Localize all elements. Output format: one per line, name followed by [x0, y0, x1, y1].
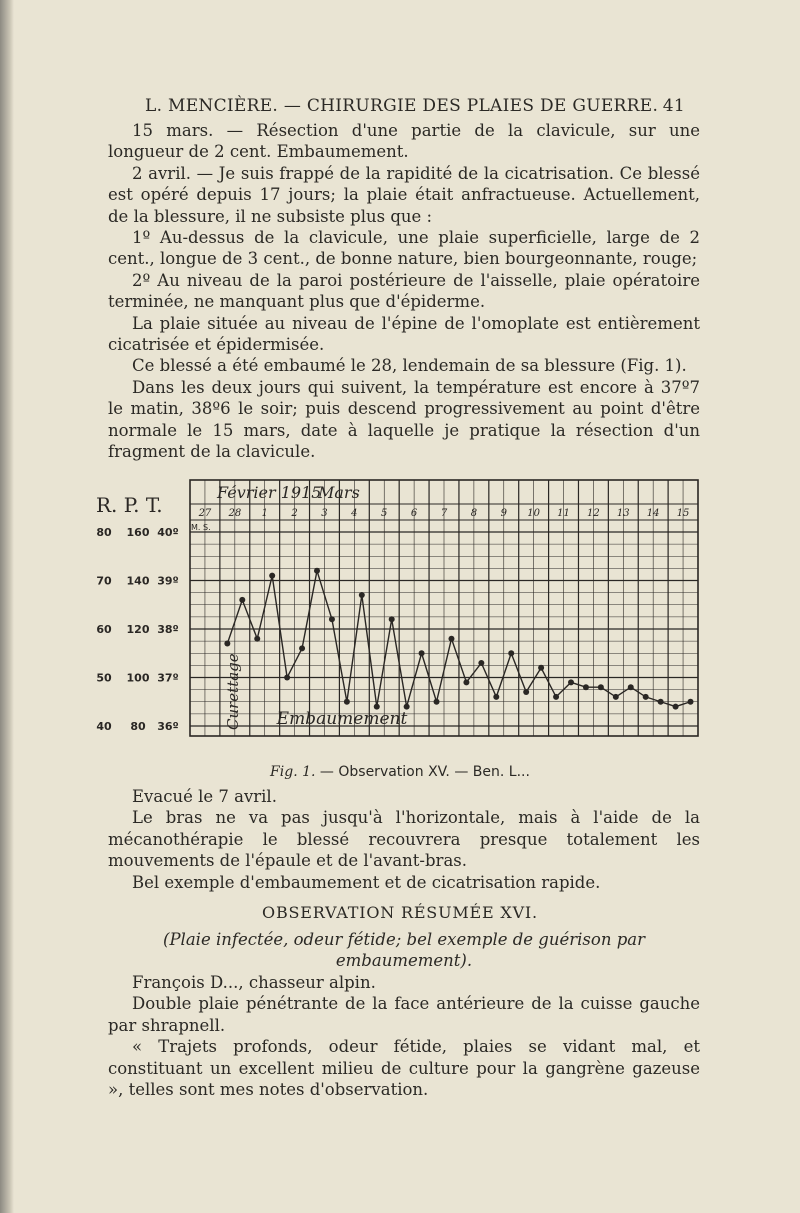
- day-label: 27: [198, 508, 212, 519]
- day-label: 5: [381, 508, 388, 519]
- paragraph: Evacué le 7 avril.: [132, 787, 277, 806]
- paragraph: « Trajets profonds, odeur fétide, plaies se vidant mal, et constituant un excellent milieu de culture pour la gangrène gazeuse », telles sont mes notes d'observation.: [108, 1037, 700, 1100]
- observation-subtitle: (Plaie infectée, odeur fétide; bel exemple de guérison par embaumement).: [163, 930, 645, 971]
- figure-number: Fig. 1.: [270, 764, 316, 780]
- page-number: 41: [662, 96, 685, 116]
- temperature-point: [583, 684, 589, 690]
- respiration-label: 40: [96, 720, 112, 733]
- body-text-bottom: [108, 972, 700, 1100]
- temperature-point: [568, 679, 574, 685]
- pulse-label: 140: [126, 574, 150, 588]
- day-label: 11: [557, 508, 570, 519]
- temperature-point: [329, 616, 335, 622]
- temperature-label: 39º: [157, 574, 179, 588]
- paragraph: Ce blessé a été embaumé le 28, lendemain de sa blessure (Fig. 1).: [132, 356, 687, 376]
- temperature-chart: [92, 472, 708, 744]
- temperature-chart-svg: [92, 472, 708, 744]
- respiration-label: 60: [96, 623, 112, 636]
- day-label: 10: [527, 508, 541, 519]
- temperature-point: [493, 694, 499, 700]
- paragraph: François D..., chasseur alpin.: [132, 973, 376, 992]
- running-head: [145, 96, 685, 116]
- temperature-label: 37º: [157, 671, 179, 685]
- chart-month-label: Février 1915: [217, 483, 322, 502]
- running-head-title: L. MENCIÈRE. — CHIRURGIE DES PLAIES DE GUERRE.: [145, 96, 659, 116]
- observation-title: OBSERVATION RÉSUMÉE XVI.: [262, 903, 538, 922]
- temperature-point: [344, 699, 350, 705]
- temperature-point: [284, 675, 290, 681]
- temperature-point: [239, 597, 245, 603]
- temperature-point: [434, 699, 440, 705]
- temperature-point: [643, 694, 649, 700]
- page-edge-shadow: [0, 0, 14, 1213]
- temperature-point: [628, 684, 634, 690]
- temperature-point: [613, 694, 619, 700]
- temperature-point: [389, 616, 395, 622]
- respiration-label: 50: [96, 671, 112, 685]
- temperature-point: [478, 660, 484, 666]
- temperature-label: 40º: [157, 526, 179, 539]
- paragraph: 2º Au niveau de la paroi postérieure de l'aisselle, plaie opératoire terminée, ne manquant plus que d'épiderme.: [108, 270, 700, 312]
- temperature-point: [598, 684, 604, 690]
- day-label: 13: [616, 508, 630, 519]
- paragraph: Dans les deux jours qui suivent, la température est encore à 37º7 le matin, 38º6 le soir; puis descend progressivement au point d'être normale le 15 mars, date à laquelle je pratique la résection d'un fragment de la clavicule.: [108, 377, 700, 462]
- temperature-point: [688, 699, 694, 705]
- body-text-middle: [108, 786, 700, 893]
- day-label: 7: [440, 508, 448, 519]
- day-label: 15: [676, 508, 690, 519]
- day-label: 1: [261, 508, 268, 519]
- temperature-point: [553, 694, 559, 700]
- figure-caption: [0, 764, 800, 780]
- temperature-point: [314, 568, 320, 574]
- temperature-point: [269, 573, 275, 579]
- temperature-label: 36º: [157, 720, 179, 733]
- day-label: 9: [500, 508, 507, 519]
- figure-caption-text: — Observation XV. — Ben. L...: [319, 764, 530, 780]
- day-label: 8: [470, 508, 478, 519]
- curettage-annotation: Curettage: [223, 653, 242, 730]
- paragraph: Double plaie pénétrante de la face antérieure de la cuisse gauche par shrapnell.: [108, 994, 700, 1035]
- temperature-label: 38º: [157, 623, 179, 636]
- temperature-point: [463, 679, 469, 685]
- day-label: 3: [321, 508, 328, 519]
- day-label: 14: [646, 508, 660, 519]
- temperature-point: [538, 665, 544, 671]
- temperature-point: [508, 650, 514, 656]
- temperature-point: [673, 704, 679, 710]
- day-label: 6: [410, 508, 418, 519]
- respiration-label: 70: [96, 574, 112, 588]
- paragraph: La plaie située au niveau de l'épine de l'omoplate est entièrement cicatrisée et épidermisée.: [108, 313, 700, 355]
- temperature-point: [254, 636, 260, 642]
- pulse-label: 120: [126, 623, 150, 636]
- respiration-label: 80: [96, 526, 112, 539]
- paragraph: 1º Au-dessus de la clavicule, une plaie superficielle, large de 2 cent., longue de 3 cent., de bonne nature, bien bourgeonnante, rouge;: [108, 228, 700, 269]
- pulse-label: 160: [126, 526, 150, 539]
- day-label: 12: [587, 508, 600, 519]
- rpt-header: R. P. T.: [96, 493, 163, 517]
- temperature-point: [299, 645, 305, 651]
- paragraph: 2 avril. — Je suis frappé de la rapidité de la cicatrisation. Ce blessé est opéré depuis 17 jours; la plaie était anfractueuse. Actuellement, de la blessure, il ne subsiste plus que :: [108, 163, 700, 226]
- temperature-point: [523, 689, 529, 695]
- temperature-point: [658, 699, 664, 705]
- pulse-label: 80: [130, 720, 146, 733]
- embaumement-annotation: Embaumement: [276, 709, 408, 729]
- temperature-point: [419, 650, 425, 656]
- paragraph: Le bras ne va pas jusqu'à l'horizontale, mais à l'aide de la mécanothérapie le blessé recouvrera presque totalement les mouvements de l'épaule et de l'avant-bras.: [108, 808, 700, 871]
- day-label: 4: [351, 508, 358, 519]
- temperature-point: [359, 592, 365, 598]
- temperature-point: [448, 636, 454, 642]
- chart-month-label: Mars: [318, 483, 360, 502]
- pulse-label: 100: [126, 671, 150, 685]
- day-label: 28: [228, 508, 242, 519]
- body-text-top: [108, 120, 700, 463]
- paragraph: 15 mars. — Résection d'une partie de la clavicule, sur une longueur de 2 cent. Embaumement.: [108, 121, 700, 162]
- temperature-point: [224, 641, 230, 647]
- ms-label: M. S.: [191, 523, 211, 532]
- day-label: 2: [291, 508, 298, 519]
- paragraph: Bel exemple d'embaumement et de cicatrisation rapide.: [132, 872, 601, 892]
